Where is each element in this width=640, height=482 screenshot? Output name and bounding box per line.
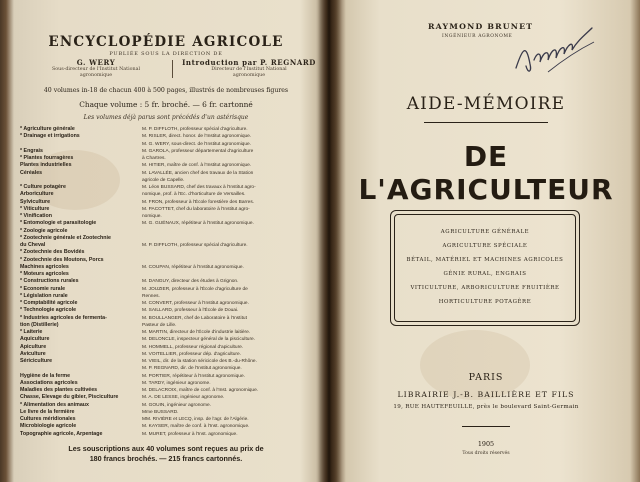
topic-item: HORTICULTURE POTAGÈRE [438, 299, 532, 305]
volume-entry [20, 416, 318, 423]
volume-title: Topographie agricole, Arpentage [20, 430, 103, 437]
volume-entry [20, 307, 318, 314]
volume-author: M. LAVALLÉE, ancien chef des travaux de la Station [142, 170, 254, 176]
volume-author: M. P. DIFFLOTH, professeur spécial d'agriculture. [142, 127, 248, 132]
volume-title: * Laiterie [20, 329, 43, 335]
volume-author: M. FRON, professeur à l'École forestière des Barres. [142, 199, 255, 205]
volume-author: nomique. [142, 214, 162, 219]
volume-entry [20, 358, 318, 365]
volume-entry [20, 199, 318, 206]
volume-entry [20, 141, 318, 148]
volume-author: Mme BUSSARD. [142, 409, 179, 415]
volume-entry [20, 271, 318, 278]
volume-title: * Entomologie et parasitologie [20, 220, 97, 227]
volume-title: * Economie rurale [20, 285, 66, 292]
price-line: Chaque volume : 5 fr. broché. — 6 fr. cartonné [79, 100, 253, 109]
volume-title: Apiculture [20, 343, 47, 350]
volume-author: M. VIEIL, dir. de la station séricicole des B.-du-Rhône. [142, 359, 257, 364]
volume-author: M. G. WERY, sous-direct. de l'Institut agronomique. [142, 141, 251, 147]
volume-title: Céréales [20, 169, 43, 176]
director-1 [26, 58, 166, 79]
title-line-2: DE L'AGRICULTEUR [358, 140, 614, 206]
volume-entry [20, 365, 318, 372]
volume-entry [20, 220, 318, 227]
publisher-name: LIBRAIRIE J.-B. BAILLIÈRE ET FILS [397, 390, 575, 399]
volume-title: Arboriculture [20, 191, 54, 198]
volume-author [142, 235, 318, 242]
volume-entry [20, 315, 318, 322]
volume-title: * Drainage et irrigations [20, 133, 80, 140]
subscription-note [14, 444, 318, 464]
director-1-name: G. WERY [76, 58, 116, 67]
volume-entry [20, 329, 318, 336]
volume-title: * Alimentation des animaux [20, 401, 89, 408]
volume-title: Le livre de la fermière [20, 408, 75, 415]
volume-title: Aquiculture [20, 336, 50, 343]
volume-author: M. DELACROIX, maître de conf. à l'Inst. agronomique. [142, 388, 259, 393]
volume-title: * Zootechnie générale et Zootechnie [20, 234, 111, 241]
author-name: RAYMOND BRUNET [428, 22, 534, 31]
volume-entry [20, 344, 318, 351]
volume-title: * Engrais [20, 147, 43, 154]
volume-title: Associations agricoles [20, 379, 78, 386]
volume-author: M. MARTIN, directeur de l'École d'industrie laitière. [142, 330, 251, 335]
director-2-name: Introduction par P. REGNARD [182, 58, 316, 67]
volume-author: M. PORTIER, répétiteur à l'Institut agronomique. [142, 373, 245, 379]
volume-entry [20, 336, 318, 343]
publisher-city: PARIS [468, 372, 504, 383]
volume-entry [20, 162, 318, 169]
volume-title: tion (Distillerie) [20, 321, 59, 328]
topic-item: VITICULTURE, ARBORICULTURE FRUITIÈRE [410, 285, 560, 291]
volume-entry [20, 177, 318, 184]
volume-entry [20, 213, 318, 220]
volume-author: M. COUPAN, répétiteur à l'Institut agronomique. [142, 264, 244, 270]
director-2-role: Directeur de l'Institut National [211, 67, 287, 72]
volume-entry [20, 300, 318, 307]
topic-item: GÉNIE RURAL, ENGRAIS [443, 271, 527, 277]
volume-author: nomique, prof. à l'Ec. d'horticulture de Versailles. [142, 192, 246, 198]
volume-entry [20, 257, 318, 264]
handwritten-signature [508, 20, 598, 80]
volume-author: à Chartres. [142, 156, 166, 161]
director-1-role-2: agronomique [79, 73, 113, 78]
volume-title: * Agriculture générale [20, 126, 75, 132]
volume-entry [20, 148, 318, 155]
topic-item: BÉTAIL, MATÉRIEL ET MACHINES AGRICOLES [406, 257, 564, 263]
volume-entry [20, 394, 318, 401]
volume-title [20, 365, 142, 372]
volume-author: M. PACOTTET, chef du laboratoire à l'Institut agro- [142, 206, 250, 212]
volume-title: * Plantes fourragères [20, 155, 74, 161]
volume-title: * Moteurs agricoles [20, 271, 69, 277]
volume-author: M. VOITELLIER, professeur dép. d'agriculture. [142, 351, 242, 357]
volume-author: M. HITIER, maître de conf. à l'Institut agronomique. [142, 163, 252, 169]
asterisk-note: Les volumes déjà parus sont précédés d'un astérisque [83, 114, 249, 121]
director-2-role-2: agronomique [232, 73, 266, 78]
volumes-line: 40 volumes in-18 de chacun 400 à 500 pages, illustrés de nombreuses figures [43, 87, 289, 94]
volume-title: Sylviculture [20, 198, 51, 205]
volume-entry [20, 126, 318, 133]
topics-list [391, 225, 579, 309]
volume-author: M. GAROLA, professeur départemental d'agriculture [142, 148, 254, 154]
volume-title: Cultures méridionales [20, 416, 76, 422]
volume-title: * Technologie agricole [20, 307, 77, 314]
volume-author: M. P. DIFFLOTH, professeur spécial d'agriculture. [142, 243, 248, 248]
volume-entry [20, 235, 318, 242]
volume-entry [20, 242, 318, 249]
volume-entry [20, 133, 318, 140]
subscription-line-1: Les souscriptions aux 40 volumes sont reçues au prix de [68, 444, 264, 453]
volume-title: Chasse, Elevage du gibier, Pisciculture [20, 394, 119, 401]
volume-title: * Comptabilité agricole [20, 300, 78, 306]
volume-entry [20, 184, 318, 191]
publication-year: 1905 [477, 440, 495, 448]
topics-frame [390, 210, 580, 326]
volume-title [20, 141, 142, 148]
right-page [338, 0, 634, 482]
volume-author [142, 249, 318, 256]
volume-author: M. A. DE LESSE, ingénieur agronome. [142, 395, 225, 401]
volume-author: M. JOUZIER, professeur à l'École d'agriculture de [142, 286, 248, 292]
encyclopedia-subtitle: PUBLIÉE SOUS LA DIRECTION DE [109, 51, 223, 57]
volume-entry [20, 170, 318, 177]
subscription-line-2: 180 francs brochés. — 215 francs cartonnés. [89, 454, 243, 463]
author-role: INGÉNIEUR AGRONOME [442, 34, 513, 39]
volume-title: * Viticulture [20, 205, 50, 212]
title-line-1: AIDE-MÉMOIRE [406, 94, 566, 114]
title-rule [424, 122, 548, 123]
volume-author [142, 271, 318, 278]
volume-title: Machines agricoles [20, 263, 69, 270]
left-page [14, 0, 318, 482]
volume-author: Pasteur de Lille. [142, 322, 177, 328]
volume-entry [20, 293, 318, 300]
volume-title: * Zoologie agricole [20, 227, 68, 234]
volume-title: Maladies des plantes cultivées [20, 387, 98, 393]
volume-entry [20, 431, 318, 438]
volume-entry [20, 228, 318, 235]
volume-entry [20, 278, 318, 285]
volume-author: M. P. REGNARD, dir. de l'Institut agronomique. [142, 366, 242, 372]
volume-title: * Constructions rurales [20, 278, 79, 285]
volume-entry [20, 322, 318, 329]
volume-title: Microbiologie agricole [20, 423, 77, 430]
volume-title: * Vinification [20, 213, 52, 219]
rights-notice: Tous droits réservés [462, 451, 510, 456]
volume-title: Plantes industrielles [20, 162, 72, 169]
director-1-role: Sous-directeur de l'Institut National [52, 67, 140, 72]
volume-author: M. BOULLANGER, chef de Laboratoire à l'Institut [142, 315, 247, 321]
director-2 [179, 58, 318, 79]
volume-entry [20, 373, 318, 380]
volume-title: Hygiène de la ferme [20, 372, 71, 379]
topic-item: AGRICULTURE GÉNÉRALE [440, 229, 530, 235]
volume-author: M. KAYSER, maître de conf. à l'Inst. agronomique. [142, 424, 250, 430]
volume-author: M. DANGUY, directeur des études à Grignon. [142, 279, 239, 285]
volume-title: * Zootechnie des Moutons, Porcs [20, 256, 104, 263]
volume-author: Rennes. [142, 293, 160, 299]
publisher-address: 19, RUE HAUTEFEUILLE, près le boulevard Saint-Germain [393, 404, 579, 410]
volume-entry [20, 351, 318, 358]
volume-title: * Zootechnie des Bovidés [20, 249, 85, 256]
volume-author [142, 257, 318, 264]
volume-entry [20, 249, 318, 256]
volume-title: * Législation rurale [20, 292, 68, 299]
volume-author: MM. RIVIÈRE et LECQ, insp. de l'agr. de l'Algérie. [142, 417, 249, 422]
volume-entry [20, 423, 318, 430]
volume-title [20, 177, 142, 184]
volume-author: M. SAILLARD, professeur à l'École de Douai. [142, 308, 239, 314]
volume-author: M. RISLER, direct. honor. de l'Institut agronomique. [142, 134, 252, 140]
volume-entry [20, 380, 318, 387]
volume-title: * Industries agricoles de fermenta- [20, 314, 107, 321]
volume-entry [20, 409, 318, 416]
volume-author: M. Léon BUSSARD, chef des travaux à l'Institut agro- [142, 185, 256, 190]
director-divider [172, 60, 173, 78]
volume-entry [20, 286, 318, 293]
volume-entry [20, 402, 318, 409]
volume-title: * Culture potagère [20, 184, 66, 190]
volume-entry [20, 155, 318, 162]
volume-title: Sériciculture [20, 358, 53, 364]
volume-author: M. GOUIN, ingénieur agronome. [142, 402, 212, 408]
volume-author: M. HOMMELL, professeur régional d'apiculture. [142, 344, 244, 350]
volume-title: Aviculture [20, 350, 46, 357]
volume-entry [20, 387, 318, 394]
volume-title: du Cheval [20, 242, 46, 248]
volume-entry [20, 264, 318, 271]
year-rule [462, 426, 510, 427]
volume-author: M. TARDY, ingénieur agronome. [142, 380, 211, 386]
volume-author: M. G. GUÉNAUX, répétiteur à l'Institut agronomique. [142, 221, 254, 227]
topic-item: AGRICULTURE SPÉCIALE [442, 243, 528, 249]
volume-author: M. DELONCLE, inspecteur général de la pisciculture. [142, 337, 256, 343]
encyclopedia-title: ENCYCLOPÉDIE AGRICOLE [48, 34, 284, 50]
volume-entry [20, 206, 318, 213]
volume-author: M. CONVERT, professeur à l'Institut agronomique. [142, 301, 249, 306]
volume-entry [20, 191, 318, 198]
volume-author [142, 228, 318, 235]
volume-author: M. MURET, professeur à l'Inst. agronomique. [142, 431, 238, 437]
volume-author: agricole de Capelle. [142, 177, 185, 183]
volume-list [20, 126, 318, 438]
